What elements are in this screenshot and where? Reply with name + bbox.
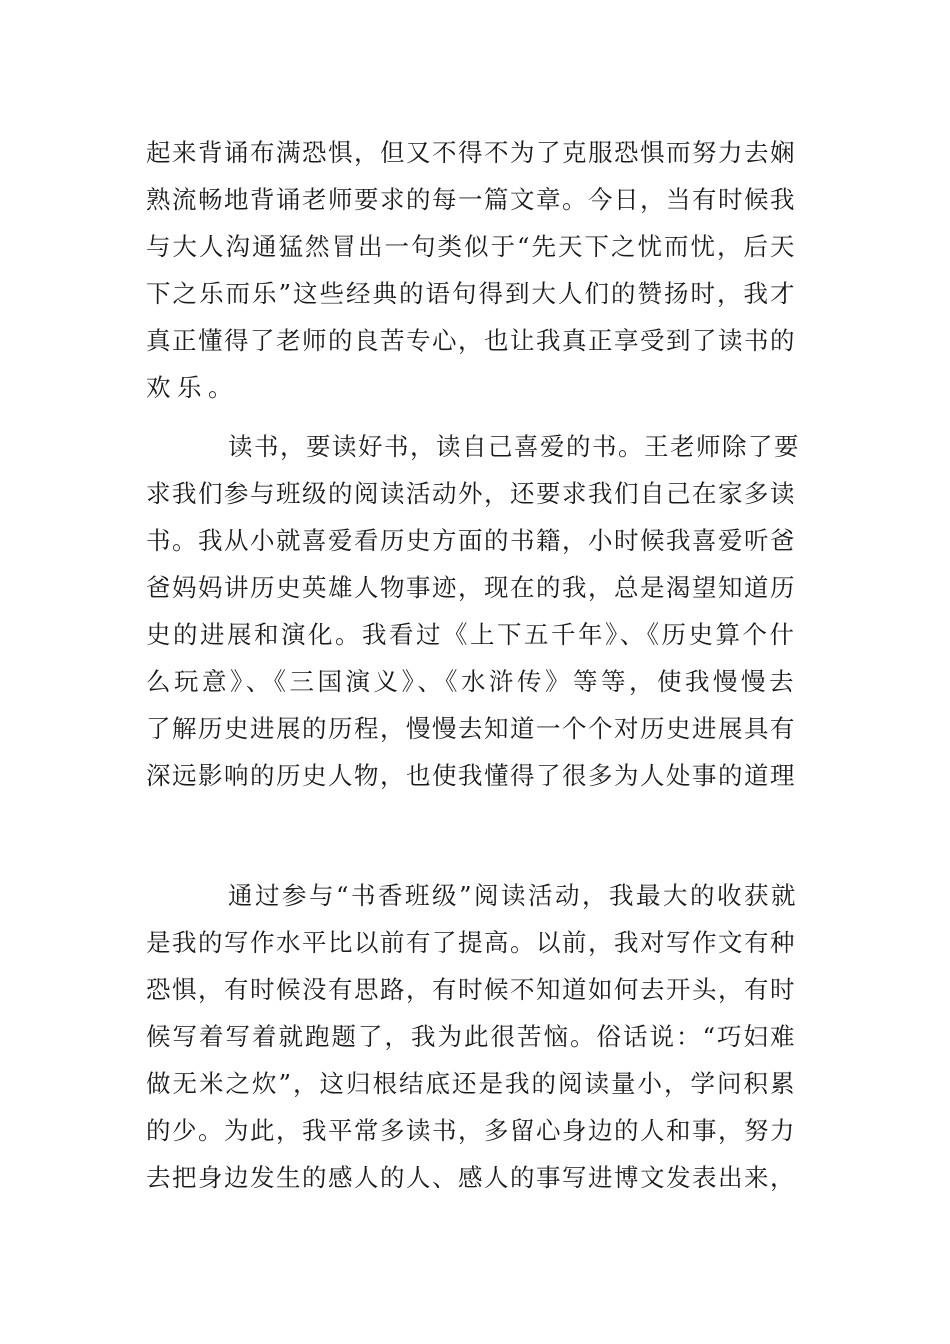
paragraph-1-line-2: 熟流畅地背诵老师要求的每一篇文章。今日，当有时候我 <box>146 185 796 214</box>
paragraph-3-line-1: 通过参与“书香班级”阅读活动，我最大的收获就 <box>228 881 799 910</box>
paragraph-3-line-3: 恐惧，有时候没有思路，有时候不知道如何去开头，有时 <box>146 975 796 1004</box>
paragraph-1-line-6: 欢乐。 <box>146 373 239 402</box>
paragraph-3-line-4: 候写着写着就跑题了，我为此很苦恼。俗话说：“巧妇难 <box>146 1022 797 1051</box>
paragraph-2-line-8: 深远影响的历史人物，也使我懂得了很多为人处事的道理 <box>146 761 796 790</box>
paragraph-3-line-5: 做无米之炊”，这归根结底还是我的阅读量小，学问积累 <box>146 1069 797 1098</box>
paragraph-2-line-5: 史的进展和演化。我看过《上下五千年》、《历史算个什 <box>146 620 797 649</box>
paragraph-1-line-3: 与大人沟通猛然冒出一句类似于“先天下之忧而忧，后天 <box>146 232 797 261</box>
paragraph-1-line-5: 真正懂得了老师的良苦专心，也让我真正享受到了读书的 <box>146 326 796 355</box>
paragraph-2-line-1: 读书，要读好书，读自己喜爱的书。王老师除了要 <box>228 432 800 461</box>
paragraph-2-line-7: 了解历史进展的历程，慢慢去知道一个个对历史进展具有 <box>146 714 796 743</box>
paragraph-1-line-1: 起来背诵布满恐惧，但又不得不为了克服恐惧而努力去娴 <box>146 138 796 167</box>
paragraph-2-line-6: 么玩意》、《三国演义》、《水浒传》等等，使我慢慢去 <box>146 667 797 696</box>
paragraph-1-line-4: 下之乐而乐”这些经典的语句得到大人们的赞扬时，我才 <box>146 279 797 308</box>
paragraph-2-line-3: 书。我从小就喜爱看历史方面的书籍，小时候我喜爱听爸 <box>146 526 796 555</box>
paragraph-3-line-7: 去把身边发生的感人的人、感人的事写进博文发表出来， <box>146 1163 796 1192</box>
paragraph-3-line-6: 的少。为此，我平常多读书，多留心身边的人和事，努力 <box>146 1116 796 1145</box>
paragraph-3-line-2: 是我的写作水平比以前有了提高。以前，我对写作文有种 <box>146 928 796 957</box>
paragraph-2-line-2: 求我们参与班级的阅读活动外，还要求我们自己在家多读 <box>146 479 796 508</box>
paragraph-2-line-4: 爸妈妈讲历史英雄人物事迹，现在的我，总是渴望知道历 <box>146 573 796 602</box>
